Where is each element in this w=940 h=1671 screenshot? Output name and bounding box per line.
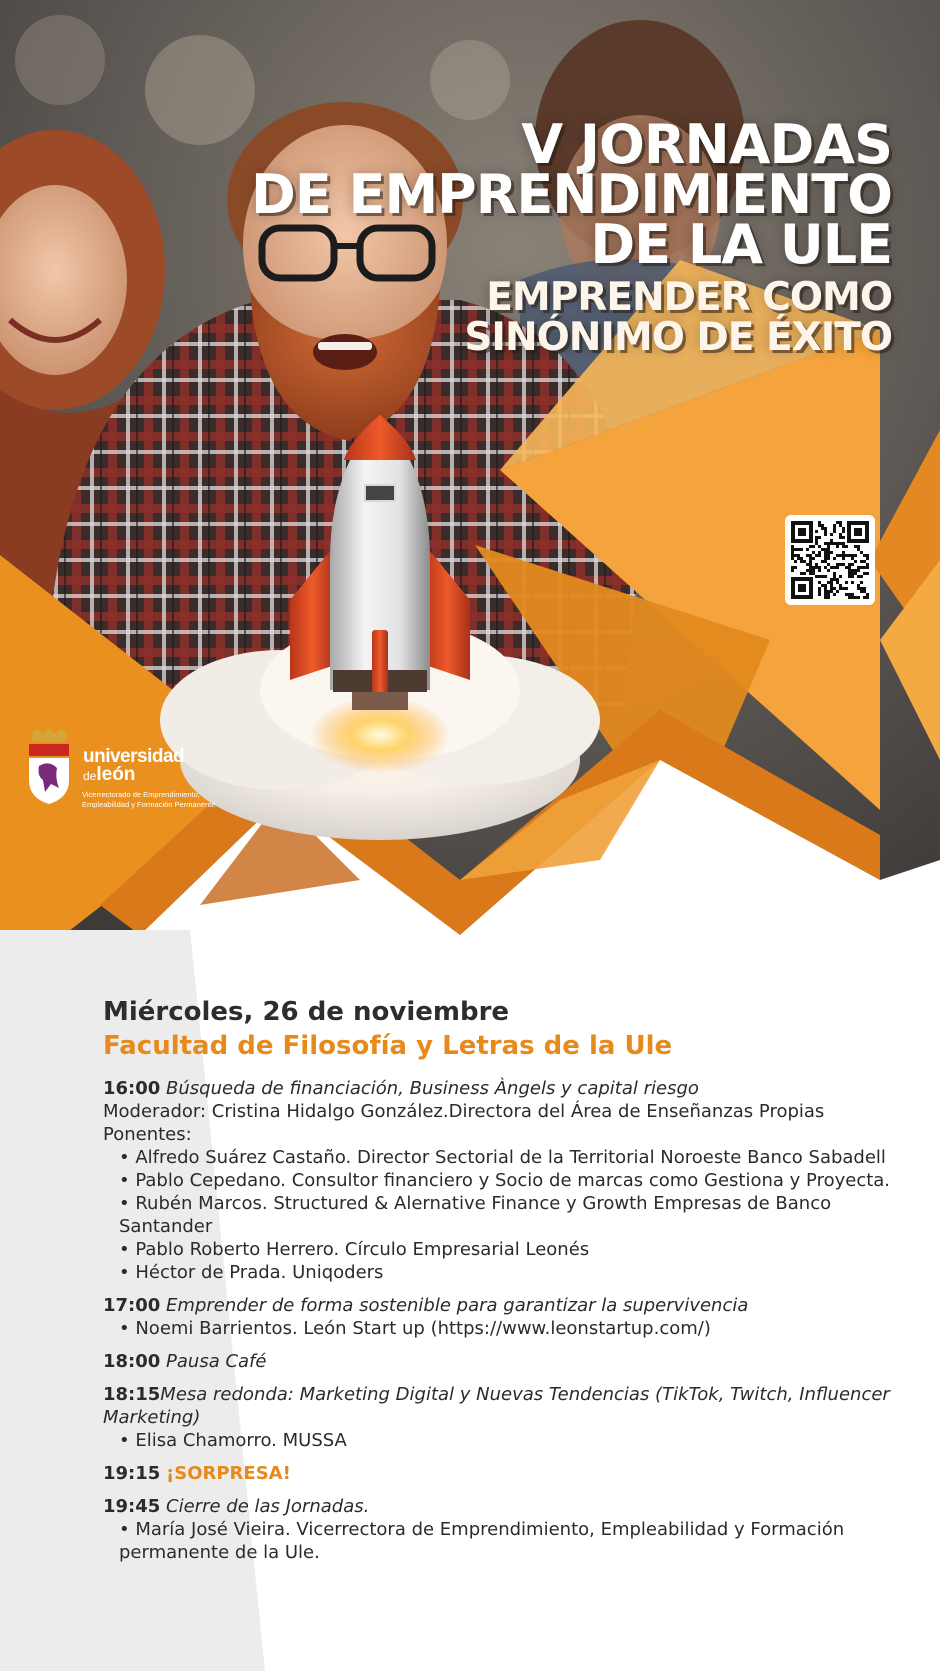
- coat-of-arms-icon: [25, 728, 73, 806]
- session-title: Mesa redonda: Marketing Digital y Nuevas Tendencias (TikTok, Twitch, Influencer Marketing): [103, 1384, 890, 1428]
- session-1915: [103, 1462, 893, 1485]
- session-time: 17:00: [103, 1295, 161, 1316]
- department-line-2: Empleabilidad y Formación Permanente: [82, 800, 216, 809]
- session-title: Pausa Café: [166, 1351, 267, 1372]
- speaker-item: • Noemi Barrientos. León Start up (https://www.leonstartup.com/): [119, 1318, 711, 1339]
- session-1815: [103, 1383, 893, 1452]
- session-time: 19:15: [103, 1463, 161, 1484]
- university-name-leon: león: [96, 764, 136, 785]
- speaker-item: • Elisa Chamorro. MUSSA: [119, 1430, 347, 1451]
- session-1945: [103, 1495, 893, 1564]
- surprise-highlight: ¡SORPRESA!: [166, 1463, 291, 1484]
- speaker-item: • Héctor de Prada. Uniqoders: [119, 1262, 384, 1283]
- university-name-line-2: [83, 764, 135, 786]
- department-line-1: Vicerrectorado de Emprendimiento,: [82, 790, 200, 799]
- event-venue: Facultad de Filosofía y Letras de la Ule: [103, 1031, 673, 1061]
- title-line-3: DE LA ULE: [590, 213, 892, 276]
- speaker-item: • María José Vieira. Vicerrectora de Emprendimiento, Empleabilidad y Formación permanente de la Ule.: [119, 1519, 845, 1563]
- subtitle-line-1: EMPRENDER COMO: [486, 275, 892, 320]
- session-title: Cierre de las Jornadas.: [166, 1496, 370, 1517]
- title-line-1: V JORNADAS: [521, 113, 892, 176]
- poster-title: [251, 113, 892, 360]
- event-date: Miércoles, 26 de noviembre: [103, 997, 510, 1027]
- session-time: 18:15: [103, 1384, 161, 1405]
- title-line-2: DE EMPRENDIMIENTO: [251, 163, 892, 226]
- university-name-de: de: [83, 769, 97, 783]
- session-moderator: Moderador: Cristina Hidalgo González.Directora del Área de Enseñanzas Propias: [103, 1101, 825, 1122]
- session-1800: [103, 1350, 893, 1373]
- university-name-line-1: universidad: [83, 746, 185, 767]
- university-logo: [25, 728, 225, 818]
- speaker-item: • Alfredo Suárez Castaño. Director Sectorial de la Territorial Noroeste Banco Sabadell: [119, 1147, 886, 1168]
- session-time: 18:00: [103, 1351, 161, 1372]
- session-time: 19:45: [103, 1496, 161, 1517]
- program-schedule: [103, 995, 893, 1574]
- session-1700: [103, 1294, 893, 1340]
- qr-code-pattern: [791, 521, 869, 599]
- session-1600: [103, 1077, 893, 1284]
- session-title: Emprender de forma sostenible para garantizar la supervivencia: [166, 1295, 749, 1316]
- speaker-item: • Rubén Marcos. Structured & Alernative Finance y Growth Empresas de Banco Santander: [119, 1193, 832, 1237]
- subtitle-line-2: SINÓNIMO DE ÉXITO: [464, 315, 892, 360]
- session-time: 16:00: [103, 1078, 161, 1099]
- speaker-item: • Pablo Roberto Herrero. Círculo Empresarial Leonés: [119, 1239, 590, 1260]
- qr-code[interactable]: [785, 515, 875, 605]
- speakers-label: Ponentes:: [103, 1124, 192, 1145]
- session-title: Búsqueda de financiación, Business Àngels y capital riesgo: [166, 1078, 699, 1099]
- speaker-item: • Pablo Cepedano. Consultor financiero y Socio de marcas como Gestiona y Proyecta.: [119, 1170, 891, 1191]
